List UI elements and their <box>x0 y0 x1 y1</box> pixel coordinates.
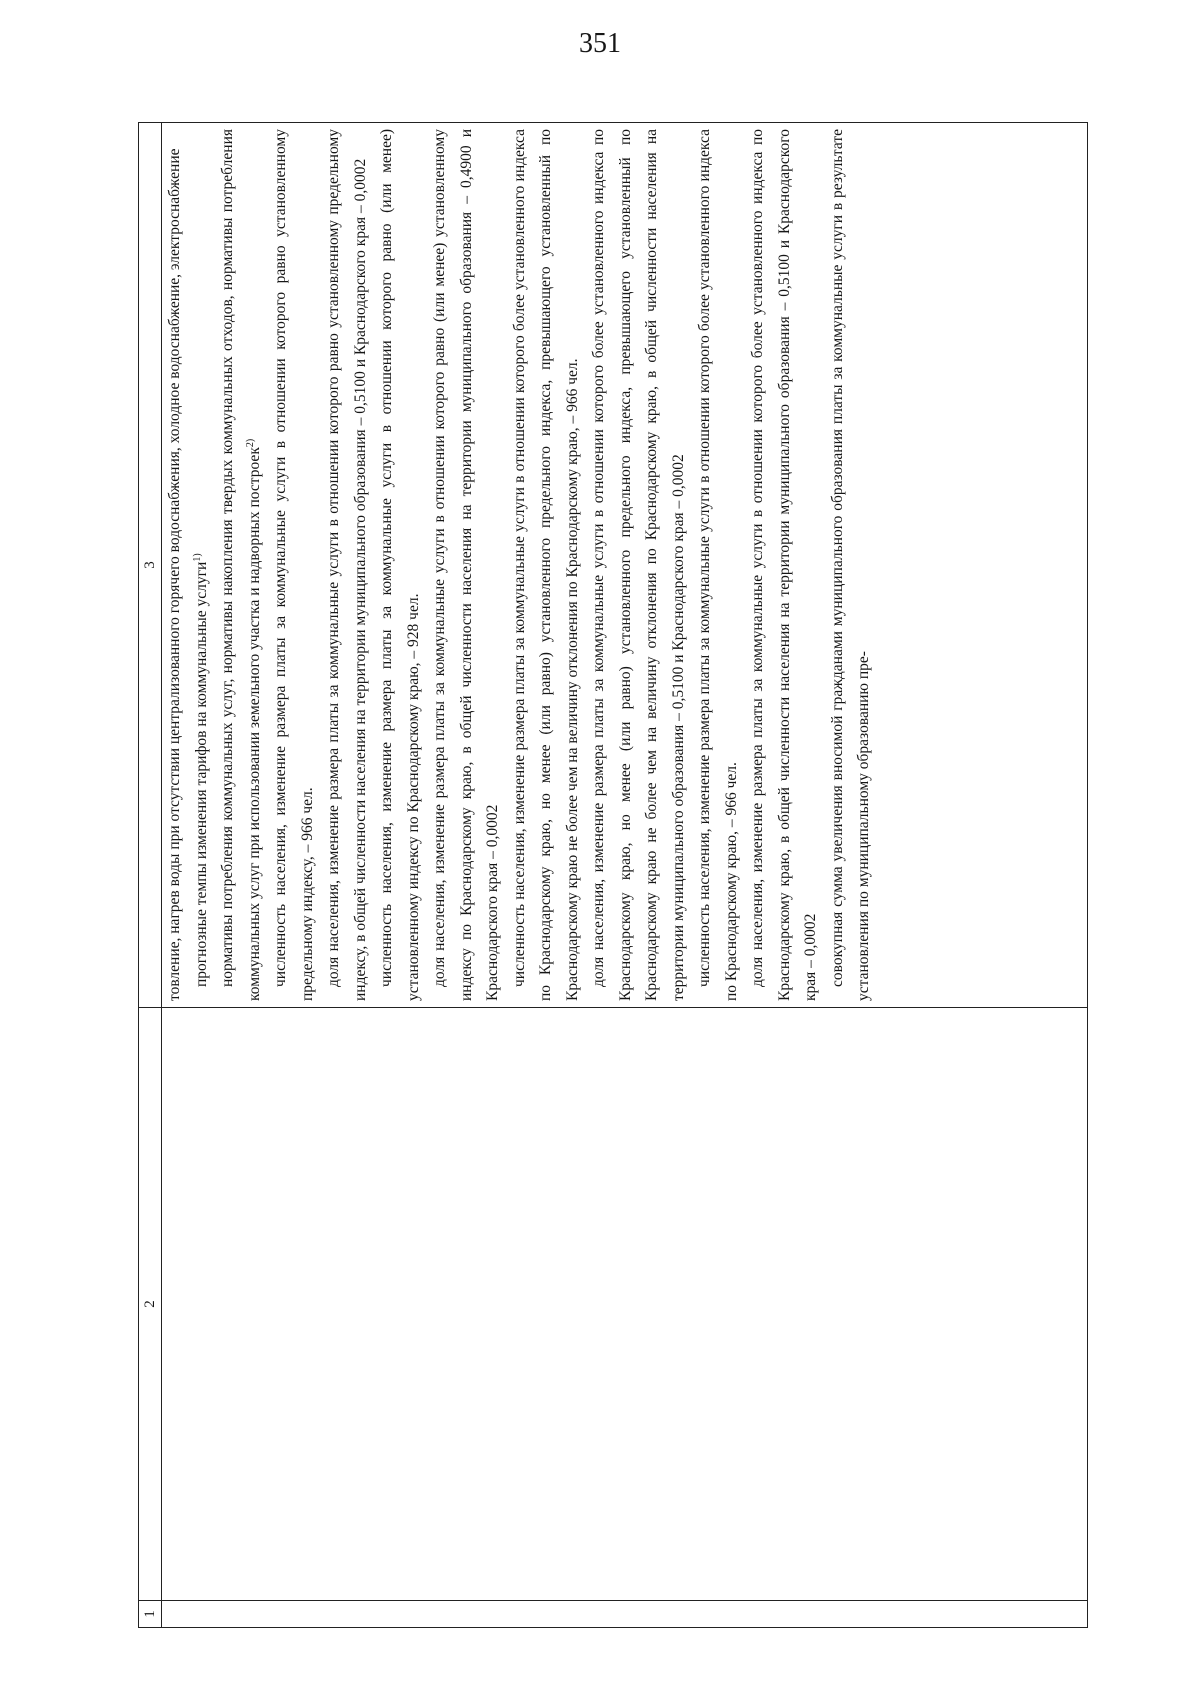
column-header-2: 2 <box>139 1008 162 1601</box>
paragraph-text: доля населения, изменение размера платы за коммунальные услуги в отношении которого равно установленному предельному индексу, в общей численности населения на территории муниципального образования – 0,5100 и Краснодарского края – 0,0002 <box>325 129 369 1001</box>
paragraph-text: численность населения, изменение размера платы за коммунальные услуги в отношении которого более установленного индекса по Краснодарскому краю, но менее (или равно) установленного предельного индекса, превышающего установленный по Краснодарскому краю не более чем на величину отклонения по Краснодарскому краю, – 966 чел. <box>510 129 581 1001</box>
footnote-mark: 2) <box>244 438 256 448</box>
page-number: 351 <box>579 28 621 59</box>
paragraph <box>189 129 216 1001</box>
paragraph-text: прогнозные темпы изменения тарифов на коммунальные услуги <box>192 561 210 987</box>
paragraph-text: совокупная сумма увеличения вносимой гражданами муниципального образования платы за коммунальные услуги в результате установления по муниципальному образованию пре- <box>828 129 872 1001</box>
paragraph <box>268 129 321 1001</box>
paragraph-text: численность населения, изменение размера платы за коммунальные услуги в отношении которого равно (или менее) установленному индексу по Краснодарскому краю, – 928 чел. <box>378 129 422 1001</box>
table-cell-col1 <box>162 1601 1088 1628</box>
column-header-1: 1 <box>139 1601 162 1628</box>
paragraph-text: доля населения, изменение размера платы за коммунальные услуги в отношении которого более установленного индекса по Краснодарскому краю, но менее (или равно) установленного предельного индекса, превышающего установленный по Краснодарскому краю не более чем на величину отклонения по Краснодарскому краю, в общей численности населения на территории муниципального образования – 0,5100 и Краснодарского края – 0,0002 <box>590 129 687 1001</box>
footnote-mark: 1) <box>191 553 203 562</box>
paragraph <box>321 129 374 1001</box>
paragraph-text: численность населения, изменение размера платы за коммунальные услуги в отношении которого более установленного индекса по Краснодарскому краю, – 966 чел. <box>696 129 740 1001</box>
paragraph <box>427 129 507 1001</box>
table-row <box>162 123 1088 1628</box>
paragraph <box>745 129 825 1001</box>
table-header-row <box>139 123 162 1628</box>
paragraph <box>374 129 427 1001</box>
paragraph-text: доля населения, изменение размера платы за коммунальные услуги в отношении которого более установленного индекса по Краснодарскому краю, в общей численности населения на территории муниципального образования – 0,5100 и Краснодарского края – 0,0002 <box>749 129 819 1001</box>
paragraph-text: доля населения, изменение размера платы за коммунальные услуги в отношении которого равно (или менее) установленному индексу по Краснодарскому краю, в общей численности населения на территории муниципального образования – 0,4900 и Краснодарского края – 0,0002 <box>431 129 501 1001</box>
paragraph-text: товление, нагрев воды при отсутствии централизованного горячего водоснабжения, холодное водоснабжение, электроснабжение <box>166 148 183 1001</box>
paragraph-text: нормативы потребления коммунальных услуг, нормативы накопления твердых коммунальных отходов, нормативы потребления коммунальных услуг при использовании земельного участка и надворных построек <box>219 129 263 1001</box>
column-header-3: 3 <box>139 123 162 1008</box>
paragraph <box>825 129 878 1001</box>
paragraph <box>692 129 745 1001</box>
table-cell-col3 <box>162 123 1088 1008</box>
paragraph <box>586 129 692 1001</box>
paragraph <box>507 129 587 1001</box>
paragraph <box>215 129 268 1001</box>
table-cell-col2 <box>162 1008 1088 1601</box>
document-table <box>138 122 1088 1628</box>
paragraph <box>162 129 189 1001</box>
rotated-table-wrapper <box>138 122 1088 1628</box>
paragraph-text: численность населения, изменение размера платы за коммунальные услуги в отношении которого равно установленному предельному индексу, – 966 чел. <box>272 129 316 1001</box>
